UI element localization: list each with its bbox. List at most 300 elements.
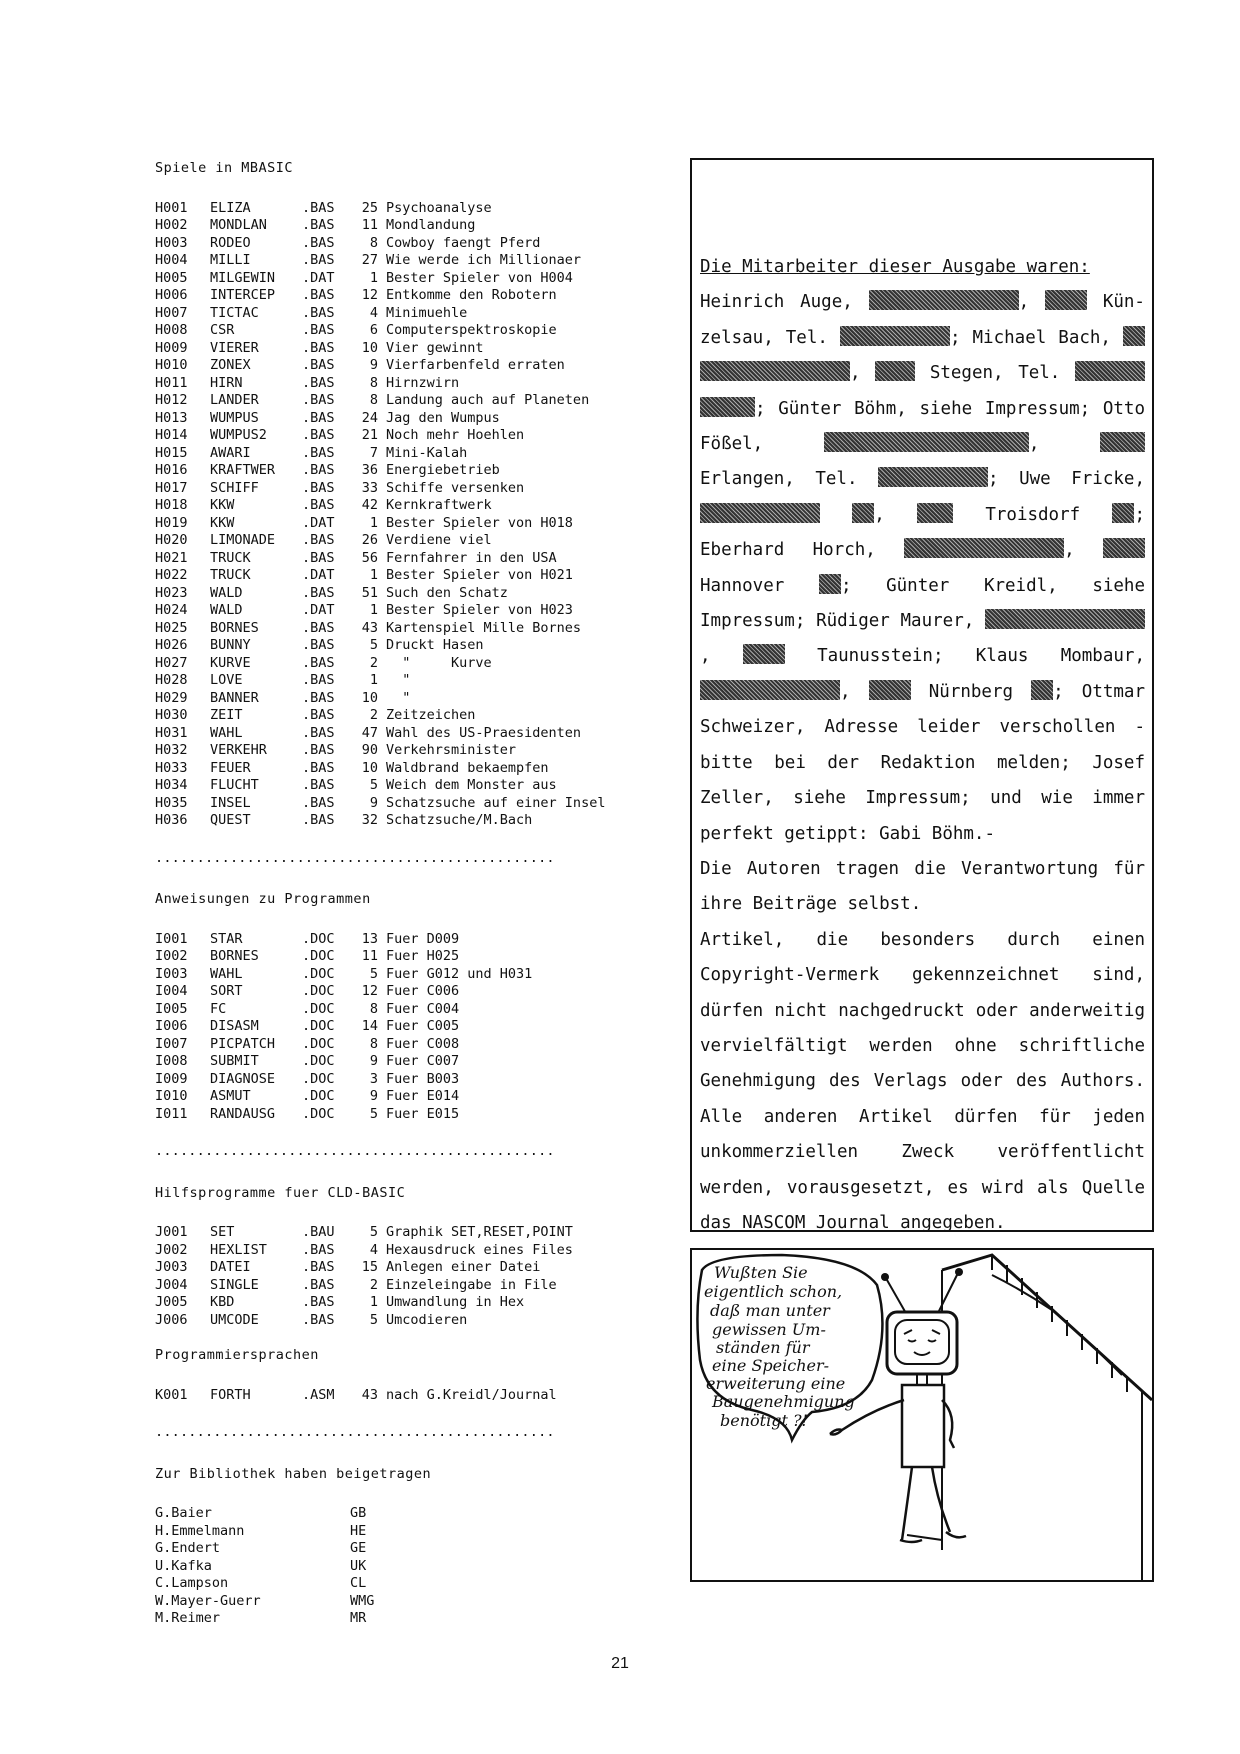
- redaction-bar: [743, 644, 785, 664]
- redaction-bar: [1112, 503, 1134, 523]
- file-desc: Fernfahrer in den USA: [386, 549, 557, 566]
- file-ext: .BAS: [302, 392, 335, 408]
- file-ext: .DOC: [302, 983, 335, 999]
- staff-text-span: Troisdorf: [985, 504, 1081, 525]
- file-name: ASMUT: [210, 1088, 251, 1104]
- page-number: 21: [611, 1655, 629, 1672]
- file-name: HIRN: [210, 374, 243, 391]
- file-desc: Bester Spieler von H021: [386, 567, 573, 583]
- file-ext: .DOC: [302, 1105, 335, 1122]
- file-size: 14: [361, 1018, 378, 1034]
- file-id: I011: [155, 1105, 188, 1122]
- roof-line: [942, 1255, 1152, 1400]
- cartoon-panel: [690, 1248, 1154, 1582]
- help-table: [155, 1224, 573, 1329]
- redaction-bar: [819, 574, 841, 594]
- file-name: SORT: [210, 983, 243, 999]
- file-name: INSEL: [210, 794, 251, 811]
- listing-row: [155, 340, 605, 358]
- speech-line: Baugenehmigung: [712, 1392, 855, 1411]
- file-desc: Waldbrand bekaempfen: [386, 759, 549, 776]
- file-id: I007: [155, 1035, 188, 1052]
- file-ext: .DAT: [302, 269, 335, 286]
- listing-row: [155, 357, 605, 375]
- file-ext: .BAS: [302, 287, 335, 303]
- file-id: I010: [155, 1088, 188, 1104]
- file-name: WAHL: [210, 724, 243, 741]
- file-ext: .BAS: [302, 444, 335, 461]
- file-size: 33: [361, 479, 378, 496]
- file-size: 32: [361, 812, 378, 828]
- file-ext: .DOC: [302, 930, 335, 947]
- contributor-code: UK: [350, 1557, 367, 1574]
- file-ext: .BAS: [302, 479, 335, 496]
- listing-row: [155, 1071, 532, 1089]
- file-size: 12: [361, 287, 378, 303]
- file-ext: .BAU: [302, 1224, 335, 1240]
- listing-row: [155, 1387, 557, 1405]
- contributor-name: C.Lampson: [155, 1575, 229, 1591]
- file-desc: Entkomme den Robotern: [386, 287, 557, 303]
- file-size: 5: [369, 1224, 378, 1240]
- listing-row: [155, 725, 605, 743]
- listing-row: [155, 532, 605, 550]
- file-desc: Druckt Hasen: [386, 637, 484, 653]
- file-desc: Fuer C005: [386, 1018, 460, 1034]
- file-desc: Landung auch auf Planeten: [386, 392, 590, 408]
- file-ext: .BAS: [302, 532, 335, 548]
- file-ext: .BAS: [302, 812, 335, 828]
- listing-row: [155, 200, 605, 218]
- redaction-bar: [985, 609, 1145, 629]
- file-desc: Weich dem Monster aus: [386, 777, 557, 793]
- neck: [917, 1374, 927, 1385]
- file-name: DISASM: [210, 1018, 259, 1034]
- robot-body: [902, 1385, 944, 1467]
- listing-row: [155, 410, 605, 428]
- redaction-bar: [1045, 290, 1087, 310]
- file-ext: .BAS: [302, 462, 335, 478]
- file-name: MONDLAN: [210, 217, 267, 233]
- contributor-row: [155, 1610, 374, 1628]
- file-id: H030: [155, 707, 188, 723]
- file-ext: .BAS: [302, 339, 335, 356]
- antenna-tip: [955, 1268, 963, 1276]
- contributor-row: [155, 1593, 374, 1611]
- file-ext: .BAS: [302, 409, 335, 426]
- redaction-bar: [904, 538, 1064, 558]
- file-id: H011: [155, 374, 188, 391]
- file-desc: Vier gewinnt: [386, 339, 484, 356]
- docs-heading: Anweisungen zu Programmen: [155, 891, 371, 907]
- file-desc: Fuer E014: [386, 1088, 460, 1104]
- file-size: 4: [369, 1241, 378, 1258]
- file-id: I001: [155, 930, 188, 947]
- file-size: 9: [369, 1088, 378, 1104]
- file-name: SET: [210, 1224, 235, 1240]
- file-ext: .BAS: [302, 707, 335, 723]
- file-desc: Fuer C006: [386, 983, 460, 999]
- file-size: 24: [361, 409, 378, 426]
- listing-row: [155, 966, 532, 984]
- file-id: H009: [155, 339, 188, 356]
- listing-row: [155, 1294, 573, 1312]
- file-size: 1: [369, 602, 378, 618]
- file-name: AWARI: [210, 444, 251, 461]
- file-size: 1: [369, 1294, 378, 1310]
- file-desc: Fuer E015: [386, 1105, 460, 1122]
- file-desc: Verkehrsminister: [386, 742, 517, 758]
- file-id: H028: [155, 672, 188, 688]
- contributor-row: [155, 1575, 374, 1593]
- file-id: H024: [155, 602, 188, 618]
- file-ext: .DOC: [302, 948, 335, 964]
- separator-dots: ................................................: [155, 1143, 555, 1159]
- file-ext: .BAS: [302, 1259, 335, 1275]
- file-size: 15: [361, 1259, 378, 1275]
- file-name: KRAFTWER: [210, 462, 276, 478]
- separator-dots: ................................................: [155, 1424, 555, 1440]
- listing-row: [155, 1277, 573, 1295]
- file-id: H005: [155, 269, 188, 286]
- staff-text-span: ; Günter Böhm, siehe Impressum; Otto Fößel,: [700, 398, 1145, 455]
- file-name: PICPATCH: [210, 1035, 276, 1052]
- file-ext: .DOC: [302, 1035, 335, 1052]
- redaction-bar: [869, 680, 911, 700]
- file-id: J005: [155, 1294, 188, 1310]
- file-name: UMCODE: [210, 1311, 259, 1328]
- file-ext: .BAS: [302, 1311, 335, 1328]
- file-id: H015: [155, 444, 188, 461]
- file-id: I004: [155, 983, 188, 999]
- roof-edge: [992, 1275, 1122, 1375]
- staff-title: Die Mitarbeiter dieser Ausgabe waren:: [700, 257, 1090, 277]
- listing-row: [155, 742, 605, 760]
- file-name: SUBMIT: [210, 1053, 259, 1069]
- file-name: ZEIT: [210, 707, 243, 723]
- file-size: 42: [361, 497, 378, 513]
- contributor-code: MR: [350, 1610, 367, 1626]
- file-ext: .DOC: [302, 965, 335, 982]
- file-name: KKW: [210, 497, 235, 513]
- file-size: 8: [369, 1000, 378, 1017]
- file-desc: Graphik SET,RESET,POINT: [386, 1224, 573, 1240]
- listing-row: [155, 602, 605, 620]
- file-desc: Schiffe versenken: [386, 479, 525, 496]
- file-id: J003: [155, 1259, 188, 1275]
- file-name: QUEST: [210, 812, 251, 828]
- file-ext: .BAS: [302, 234, 335, 251]
- file-ext: .BAS: [302, 1276, 335, 1293]
- file-name: FORTH: [210, 1386, 251, 1403]
- file-id: H026: [155, 637, 188, 653]
- file-id: H025: [155, 619, 188, 636]
- listing-row: [155, 760, 605, 778]
- file-ext: .DAT: [302, 602, 335, 618]
- file-size: 47: [361, 724, 378, 741]
- file-name: SCHIFF: [210, 479, 259, 496]
- file-size: 90: [361, 742, 378, 758]
- staff-text-span: ; Ottmar Schweizer, Adresse leider verschollen - bitte bei der Redaktion melden; Josef Zeller, siehe Impressum; und wie immer perfekt getippt: Gabi Böhm.-: [700, 681, 1146, 844]
- file-id: H032: [155, 742, 188, 758]
- file-id: H020: [155, 532, 188, 548]
- file-size: 2: [369, 707, 378, 723]
- file-size: 8: [369, 1035, 378, 1052]
- separator-dots: ................................................: [155, 849, 555, 866]
- redaction-bar: [878, 467, 988, 487]
- redaction-bar: [1103, 538, 1145, 558]
- file-ext: .ASM: [302, 1386, 335, 1403]
- file-ext: .DOC: [302, 1018, 335, 1034]
- file-name: BUNNY: [210, 637, 251, 653]
- file-size: 36: [361, 462, 378, 478]
- file-size: 1: [369, 269, 378, 286]
- file-ext: .BAS: [302, 1294, 335, 1310]
- file-ext: .DOC: [302, 1000, 335, 1017]
- file-ext: .BAS: [302, 1241, 335, 1258]
- file-id: H004: [155, 252, 188, 268]
- listing-row: [155, 287, 605, 305]
- file-desc: Cowboy faengt Pferd: [386, 234, 541, 251]
- file-desc: Fuer C004: [386, 1000, 460, 1017]
- file-id: H035: [155, 794, 188, 811]
- file-desc: Bester Spieler von H018: [386, 514, 573, 531]
- docs-table: [155, 931, 532, 1124]
- file-name: VERKEHR: [210, 742, 267, 758]
- file-size: 26: [361, 532, 378, 548]
- file-desc: Bester Spieler von H004: [386, 269, 573, 286]
- staff-text-span: Erlangen, Tel.: [700, 469, 858, 490]
- file-name: BORNES: [210, 619, 259, 636]
- contributor-code: GE: [350, 1540, 367, 1556]
- file-id: J002: [155, 1241, 188, 1258]
- file-id: H016: [155, 462, 188, 478]
- contributor-name: M.Reimer: [155, 1610, 221, 1626]
- file-size: 6: [369, 322, 378, 338]
- listing-row: [155, 1088, 532, 1106]
- file-name: RANDAUSG: [210, 1105, 276, 1122]
- file-ext: .BAS: [302, 217, 335, 233]
- file-name: FLUCHT: [210, 777, 259, 793]
- listing-row: [155, 585, 605, 603]
- file-size: 1: [369, 567, 378, 583]
- file-ext: .DAT: [302, 567, 335, 583]
- file-desc: Fuer D009: [386, 930, 460, 947]
- file-id: I003: [155, 965, 188, 982]
- listing-row: [155, 1001, 532, 1019]
- file-desc: Noch mehr Hoehlen: [386, 427, 525, 443]
- file-ext: .BAS: [302, 549, 335, 566]
- listing-row: [155, 427, 605, 445]
- file-ext: .BAS: [302, 199, 335, 216]
- file-id: H034: [155, 777, 188, 793]
- file-ext: .BAS: [302, 497, 335, 513]
- file-size: 4: [369, 304, 378, 321]
- file-id: H017: [155, 479, 188, 496]
- file-name: RODEO: [210, 234, 251, 251]
- listing-row: [155, 707, 605, 725]
- file-name: WALD: [210, 584, 243, 601]
- file-ext: .DOC: [302, 1088, 335, 1104]
- file-desc: Fuer G012 und H031: [386, 965, 533, 982]
- file-ext: .BAS: [302, 357, 335, 373]
- file-desc: Jag den Wumpus: [386, 409, 500, 426]
- file-name: WUMPUS2: [210, 427, 267, 443]
- file-id: I006: [155, 1018, 188, 1034]
- file-ext: .BAS: [302, 252, 335, 268]
- help-heading: Hilfsprogramme fuer CLD-BASIC: [155, 1184, 406, 1201]
- redaction-bar: [1075, 361, 1145, 381]
- contributor-row: [155, 1523, 374, 1541]
- listing-row: [155, 1106, 532, 1124]
- file-ext: .BAS: [302, 689, 335, 706]
- file-size: 9: [369, 1053, 378, 1069]
- file-size: 8: [369, 374, 378, 391]
- listing-row: [155, 445, 605, 463]
- file-size: 2: [369, 654, 378, 671]
- antenna: [887, 1275, 957, 1315]
- listing-row: [155, 515, 605, 533]
- program-listing: [155, 160, 685, 1628]
- redaction-bar: [852, 503, 874, 523]
- listing-row: [155, 672, 605, 690]
- listing-row: [155, 480, 605, 498]
- staff-text-span: ; Eberhard Horch,: [700, 504, 1145, 561]
- listing-row: [155, 795, 605, 813]
- file-id: H002: [155, 217, 188, 233]
- redaction-bar: [700, 680, 840, 700]
- file-ext: .BAS: [302, 322, 335, 338]
- file-id: H019: [155, 514, 188, 531]
- file-size: 2: [369, 1276, 378, 1293]
- listing-row: [155, 655, 605, 673]
- listing-row: [155, 620, 605, 638]
- listing-row: [155, 1242, 573, 1260]
- file-id: H031: [155, 724, 188, 741]
- staff-text-span: Artikel, die besonders durch einen Copyright-Vermerk gekennzeichnet sind, dürfen nicht nachgedruckt oder anderweitig vervielfältigt werden ohne schriftliche Genehmigung des Verlags oder des Authors. Alle anderen Artikel dürfen für jeden unkommerziellen Zweck veröffentlicht werden, vorausgesetzt, es wird als Quelle das NASCOM Journal angegeben.: [700, 929, 1145, 1233]
- file-id: H003: [155, 234, 188, 251]
- redaction-bar: [869, 290, 1019, 310]
- file-desc: Mondlandung: [386, 217, 476, 233]
- file-name: TICTAC: [210, 304, 259, 321]
- file-size: 5: [369, 1311, 378, 1328]
- file-id: I005: [155, 1000, 188, 1017]
- file-desc: nach G.Kreidl/Journal: [386, 1386, 557, 1403]
- file-name: WALD: [210, 602, 243, 618]
- listing-row: [155, 1018, 532, 1036]
- listing-row: [155, 497, 605, 515]
- file-desc: Umcodieren: [386, 1311, 468, 1328]
- file-id: I009: [155, 1070, 188, 1087]
- contributor-row: [155, 1558, 374, 1576]
- file-desc: Vierfarbenfeld erraten: [386, 357, 565, 373]
- speech-line: eine Speicher-: [712, 1356, 830, 1375]
- file-ext: .DOC: [302, 1070, 335, 1087]
- file-size: 1: [369, 514, 378, 531]
- file-name: KURVE: [210, 654, 251, 671]
- file-desc: Psychoanalyse: [386, 199, 492, 216]
- file-ext: .BAS: [302, 794, 335, 811]
- file-desc: ": [386, 689, 411, 706]
- listing-row: [155, 777, 605, 795]
- file-size: 13: [361, 930, 378, 947]
- contributor-code: WMG: [350, 1592, 375, 1609]
- redaction-bar: [917, 503, 953, 523]
- file-size: 5: [369, 777, 378, 793]
- redaction-bar: [824, 432, 1029, 452]
- file-name: TRUCK: [210, 549, 251, 566]
- file-ext: .BAS: [302, 724, 335, 741]
- file-id: J001: [155, 1224, 188, 1240]
- listing-row: [155, 1224, 573, 1242]
- speech-line: erweiterung eine: [706, 1374, 846, 1393]
- file-name: LANDER: [210, 392, 259, 408]
- redaction-bar: [875, 361, 915, 381]
- listing-row: [155, 1036, 532, 1054]
- redaction-bar: [700, 397, 755, 417]
- antenna-tip: [881, 1273, 889, 1281]
- file-id: H021: [155, 549, 188, 566]
- contributor-name: H.Emmelmann: [155, 1522, 245, 1539]
- file-size: 9: [369, 794, 378, 811]
- file-desc: " Kurve: [386, 654, 492, 671]
- file-name: STAR: [210, 930, 243, 947]
- listing-row: [155, 948, 532, 966]
- staff-text-span: Heinrich Auge,: [700, 292, 853, 313]
- file-id: H008: [155, 322, 188, 338]
- file-name: WAHL: [210, 965, 243, 982]
- listing-row: [155, 983, 532, 1001]
- file-desc: Verdiene viel: [386, 532, 492, 548]
- file-id: H013: [155, 409, 188, 426]
- redaction-bar: [700, 361, 850, 381]
- staff-text-span: Kün-zelsau, Tel.: [700, 292, 1145, 348]
- file-desc: Mini-Kalah: [386, 444, 468, 461]
- file-id: I008: [155, 1053, 188, 1069]
- contributor-row: [155, 1540, 374, 1558]
- file-id: H029: [155, 689, 188, 706]
- file-size: 43: [361, 619, 378, 636]
- file-desc: Einzeleingabe in File: [386, 1276, 557, 1293]
- file-name: ELIZA: [210, 199, 251, 216]
- redaction-bar: [840, 326, 950, 346]
- listing-row: [155, 1312, 573, 1330]
- file-id: H033: [155, 759, 188, 776]
- file-id: H014: [155, 427, 188, 443]
- listing-row: [155, 270, 605, 288]
- listing-row: [155, 462, 605, 480]
- roof-tiles: [992, 1255, 1127, 1392]
- file-id: H018: [155, 497, 188, 513]
- file-name: MILGEWIN: [210, 269, 276, 286]
- listing-row: [155, 252, 605, 270]
- file-size: 1: [369, 672, 378, 688]
- staff-text-span: Taunusstein; Klaus Mombaur,: [817, 646, 1145, 667]
- file-desc: Hexausdruck eines Files: [386, 1241, 573, 1258]
- file-id: I002: [155, 948, 188, 964]
- file-ext: .BAS: [302, 374, 335, 391]
- speech-line: eigentlich schon,: [704, 1282, 843, 1301]
- file-id: H023: [155, 584, 188, 601]
- file-name: BORNES: [210, 948, 259, 964]
- games-heading: Spiele in MBASIC: [155, 160, 294, 176]
- staff-text-span: Die Autoren tragen die Verantwortung für ihre Beiträge selbst.: [700, 858, 1145, 915]
- file-desc: Energiebetrieb: [386, 462, 500, 478]
- file-desc: Wahl des US-Praesidenten: [386, 724, 582, 741]
- file-desc: Umwandlung in Hex: [386, 1294, 525, 1310]
- file-size: 10: [361, 339, 378, 356]
- staff-text-span: Stegen, Tel.: [929, 363, 1061, 384]
